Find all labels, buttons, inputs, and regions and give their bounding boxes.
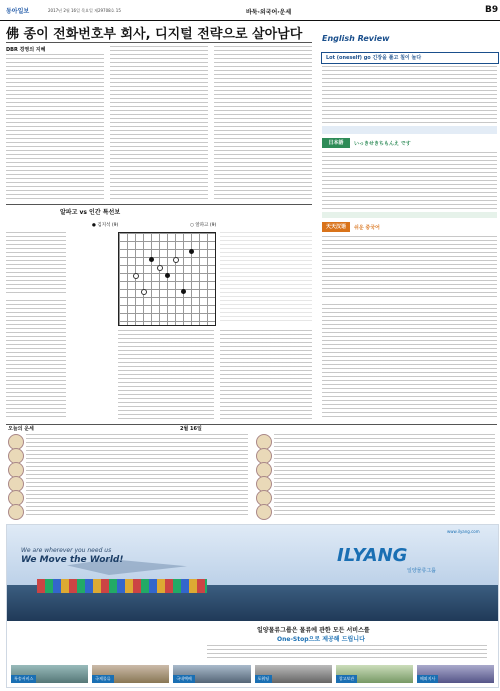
ad-description xyxy=(207,645,487,661)
fortune-left xyxy=(6,432,250,520)
black-stone xyxy=(149,257,154,262)
baduk-diagram-area xyxy=(220,232,312,324)
baduk-player-white: ○ 알파고 (9) xyxy=(190,223,217,228)
ad-tag: 포워딩 xyxy=(255,675,273,683)
page-header xyxy=(0,0,500,21)
fortune-divider xyxy=(6,424,497,425)
english-review-title: English Review xyxy=(322,34,390,43)
baduk-commentary-2 xyxy=(118,330,214,420)
baduk-commentary-3 xyxy=(220,330,312,420)
ad-photo xyxy=(417,665,494,683)
ad-photo xyxy=(336,665,413,683)
ad-photo xyxy=(92,665,169,683)
section-title: 바둑·외국어·운세 xyxy=(246,9,292,16)
main-article-title: 佛 종이 전화번호부 회사, 디지털 전략으로 살아남다 xyxy=(6,27,303,42)
japanese-badge: 日本語 xyxy=(322,138,350,148)
ad-url[interactable]: www.ilyang.com xyxy=(447,529,480,534)
zodiac-snake-icon xyxy=(8,504,24,520)
ad-tag: 특송서비스 xyxy=(11,675,36,683)
ad-tag: 국내택배 xyxy=(173,675,194,683)
white-stone xyxy=(133,273,139,279)
black-stone xyxy=(189,249,194,254)
ad-slogan-line2: We Move the World! xyxy=(21,555,124,565)
article-column-3 xyxy=(214,46,312,202)
ad-photo xyxy=(173,665,250,683)
japanese-banner: いっきせきちもんえ です xyxy=(354,141,411,147)
baduk-divider xyxy=(6,204,312,205)
english-lesson-label: Lot (oneself) go 긴장을 풀고 칠이 놀다 xyxy=(326,55,422,61)
ad-brand-sub: 일양물류그룹 xyxy=(407,568,436,574)
fortune-text-left xyxy=(26,434,248,518)
japanese-body xyxy=(322,152,497,210)
baduk-commentary-0 xyxy=(6,232,66,296)
fortune-text-right xyxy=(274,434,495,518)
white-stone xyxy=(141,289,147,295)
ad-brand-logo: ILYANG xyxy=(337,545,408,566)
japanese-footer-bar xyxy=(322,212,497,218)
black-stone xyxy=(181,289,186,294)
article-column-2 xyxy=(110,46,208,202)
right-article xyxy=(322,304,497,420)
chinese-subtitle: 쉬운 중국어 xyxy=(354,225,380,231)
chinese-badge: 天天汉语 xyxy=(322,222,350,232)
fortune-right xyxy=(254,432,497,520)
ad-photo xyxy=(255,665,332,683)
baduk-player-black: ● 김지석 (9) xyxy=(92,223,119,228)
ilyang-advertisement xyxy=(6,524,499,688)
ad-tag: 해외지사 xyxy=(417,675,438,683)
baduk-commentary-1 xyxy=(6,300,66,420)
ad-tag: 국제물류 xyxy=(92,675,113,683)
go-board xyxy=(118,232,216,326)
ad-slogan-line1: We are wherever you need us xyxy=(21,547,112,554)
baduk-heading: 알파고 vs 인간 특선보 xyxy=(60,209,121,216)
white-stone xyxy=(173,257,179,263)
article-column-1 xyxy=(6,54,104,202)
ad-tag: 창고보관 xyxy=(336,675,357,683)
title-divider xyxy=(6,42,312,43)
ad-photo xyxy=(11,665,88,683)
fortune-label: 오늘의 운세 xyxy=(8,426,34,432)
chinese-body xyxy=(322,236,497,300)
fortune-date: 2월 16일 xyxy=(180,426,202,432)
newspaper-logo: 동아일보 xyxy=(6,8,30,15)
container-ship-icon xyxy=(37,579,207,593)
issue-date: 2017년 2월 16일 목요일 제29708호 15 xyxy=(48,8,121,13)
ad-tagline2: One-Stop으로 제공해 드립니다 xyxy=(277,636,365,643)
article-kicker: DBR 경영의 지혜 xyxy=(6,47,46,53)
page-number: B9 xyxy=(485,5,499,15)
black-stone xyxy=(165,273,170,278)
english-lesson-box xyxy=(321,52,499,64)
ad-tagline: 일양물류그룹은 물류에 관한 모든 서비스를 xyxy=(257,627,370,634)
white-stone xyxy=(157,265,163,271)
english-body xyxy=(322,66,497,124)
zodiac-pig-icon xyxy=(256,504,272,520)
english-footer-bar xyxy=(322,126,497,134)
ad-photo-strip xyxy=(11,665,494,683)
